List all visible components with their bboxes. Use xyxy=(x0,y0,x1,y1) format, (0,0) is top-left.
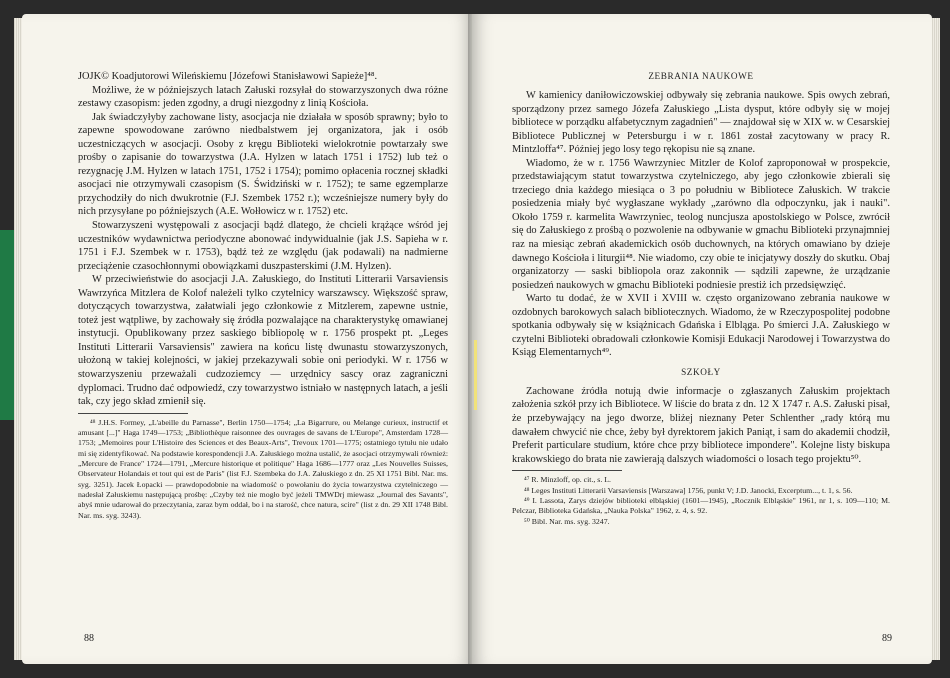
left-paragraph-4: Stowarzyszeni występowali z asocjacji bądź dlatego, że chcieli krążące wśród jej uczestników wydawnictwa periodyczne abonować indywidualnie (jak J.S. Sapieha w r. 1751 i F.J. Szembek w r. 1753), bądź też ze względu (jak podawali) na nadmierne przeciążenie czasochłonnymi obowiązkami duszpasterskimi (J.M. Hylzen). xyxy=(78,220,448,272)
right-footnote-49: ⁴⁹ I. Lassota, Zarys dziejów biblioteki elbląskiej (1601—1945), „Rocznik Elbląskie" 1961, nr 1, s. 109—110; M. Pelczar, Biblioteka Gdańska, „Nauka Polska" 1962, z. 4, s. 92. xyxy=(512,495,890,516)
left-paragraph-5: W przeciwieństwie do asocjacji J.A. Załuskiego, do Instituti Litterarii Varsaviensis Wawrzyńca Mitzlera de Kolof należeli tylko czytelnicy warszawscy. Większość spraw, dotyczących towarzystwa, załatwiali jego członkowie z Mitzlerem, zapewne ustnie, toteż jest wątpliwe, by zachowały się źródła pozwalające na charakterystykę omawianej instytucji. Opublikowany przez saskiego bibliopolę w r. 1756 prospekt pt. „Leges Instituti Litterarii Varsaviensis" zawiera na końcu listę dwunastu stowarzyszonych, ułożoną w takiej kolejności, w jakiej przekazywali sobie oni periodyki. W r. 1756 w stowarzyszeniu przeważali cudzoziemcy — urzędnicy sascy oraz zagraniczni dyplomaci. Trudno dać odpowiedź, czy towarzystwo istniało w następnych latach, a jeśli tak, czy jego skład zmienił się. xyxy=(78,274,448,408)
yellow-bookmark-strip xyxy=(474,340,477,410)
right-footnote-48: ⁴⁸ Leges Instituti Litterarii Varsaviensis [Warszawa] 1756, punkt V; J.D. Janocki, Excerptum..., t. 1, s. 56. xyxy=(524,485,853,495)
right-footnote-47: ⁴⁷ R. Minzloff, op. cit., s. L. xyxy=(524,475,611,485)
left-paragraph-1: JOJK© Koadjutorowi Wileńskiemu [Józefowi Stanisławowi Sapieże]⁴⁸. xyxy=(78,71,378,82)
right-page-number: 89 xyxy=(882,633,892,644)
right-paragraph-3: Warto tu dodać, że w XVII i XVIII w. często organizowano zebrania naukowe w ozdobnych barokowych salach bibliotecznych. Wiadomo, że w Rzeczypospolitej podobne spotkania odbywały się w książnicach Gdańska i Elbląga. Po śmierci J.A. Załuskiego w czytelni Biblioteki obradowali członkowie Komisji Edukacji Narodowej i Towarzystwa do Ksiąg Elementarnych⁴⁹. xyxy=(512,293,890,359)
right-paragraph-4: Zachowane źródła notują dwie informacje o zgłaszanych Załuskim projektach założenia szkół przy ich Bibliotece. W liście do brata z dn. 12 X 1747 r. A.S. Załuski pisał, że przebywający na jego dworze, bliżej nieznany Peter Schlenther „rady którą mu dawałem chwycić nie chce, żeby był dyrektorem jakich Paniąt, i sam do akademii chodził, Preferit particulare studium, które chce przy bibliotece impondere". Kolejne listy biskupa krakowskiego do brata nie zawierają dalszych wiadomości o losach tego projektu⁵⁰. xyxy=(512,385,890,465)
left-paragraph-3: Jak świadczyłyby zachowane listy, asocjacja nie działała w sposób sprawny; było to zapewne spowodowane zarówno niedbalstwem jej organizatora, jak i osób uczestniczących w asocjacji. Osoby z kręgu Biblioteki wielokrotnie powtarzały swe prośby o zapisanie do towarzystwa (J.A. Hylzen w latach 1751 i 1752) lub też o rezygnację J.M. Hylzen w latach 1751, 1752 i 1754); pomimo opłacenia rocznej składki asocjaci nie otrzymywali czasopism (S. Świdziński w r. 1752); te same egzemplarze przychodziły do nich dwukrotnie (F.J. Szembek 1752 r.); wcześniejsze numery były do nich przysyłane po późniejszych (A.E. Wołłowicz w r. 1752) etc. xyxy=(78,111,448,218)
left-paragraph-2: Możliwe, że w późniejszych latach Załuski rozsyłał do stowarzyszonych dwa różne zestawy czasopism: jeden zgodny, a drugi niezgodny z linią Kościoła. xyxy=(78,84,448,110)
right-footnote-rule xyxy=(512,470,622,471)
right-footnote-50: ⁵⁰ Bibl. Nar. ms. syg. 3247. xyxy=(524,516,610,526)
right-page-edges xyxy=(932,18,940,660)
right-paragraph-2: Wiadomo, że w r. 1756 Wawrzyniec Mitzler de Kolof zaproponował w prospekcie, przedstawiającym statut towarzystwa czytelniczego, aby jego członkowie zbierali się trzeciego dnia każdego miesiąca o 3 po południu w Bibliotece Załuskich. W trakcie posiedzenia miały być wygłaszane wykłady „zarówno dla odpoczynku, jak i nauki". Około 1759 r. karmelita Wawrzyniec, teolog nuncjusza apostolskiego w Polsce, zwrócił się do Załuskiego z prośbą o pozwolenie na odbywanie w gmachu Biblioteki przynajmniej raz na miesiąc zebrań akademickich osób duchownych, na których omawiano by dzieje dawnego Kościoła i liturgii⁴⁸. Nie wiadomo, czy obie te inicjatywy doszły do skutku. Obaj organizatorzy — saski bibliopola oraz zakonnik — sądzili zapewne, że urządzanie posiedzeń naukowych w gmachu Biblioteki podniesie prestiż ich przedsięwzięć. xyxy=(512,157,890,291)
left-text-column xyxy=(78,70,448,521)
green-background-edge xyxy=(0,230,14,420)
left-page-number: 88 xyxy=(84,633,94,644)
right-text-column xyxy=(512,70,890,527)
left-page-edges xyxy=(14,18,22,660)
left-footnote-rule xyxy=(78,413,188,414)
section-title-szkoly: SZKOŁY xyxy=(681,366,721,377)
left-page xyxy=(22,14,472,664)
left-footnote-46: ⁴⁸ J.H.S. Formey, „L'abeille du Parnasse", Berlin 1750—1754; „La Bigarrure, ou Melange curieux, instructif et amusant [...]" Haga 1749—1753; „Bibliothèque raisonnee des ouvrages de savans de L'Europe", Amsterdam 1728—1753; „Memoires pour L'Histoire des Sciences et des Beaux-Arts", Trevoux 1701—1775; ostatniego tytułu nie udało mi się zidentyfikować. Na podstawie korespondencji J.A. Załuskiego można ustalić, że asocjaci otrzymywali również: „Mercure de France" 1724—1791, „Mercure historique et politique" Haga 1686—1777 oraz „Les Nouvelles Suisses, Observateur Holandais et tout qui est de Paris" (list F.J. Szembeka do J.A. Załuskiego z dn. 25 XI 1751 Bibl. Nar. ms. syg. 3251). Jacek Łopacki — prawdopodobnie na wiadomość o powołaniu do życia towarzystwa czytelniczego — nadesłał Załuskiemu następującą prośbę: „Czyby też nie mogło być jeżeli TMWDrj miewasz „Journal des Savants", abyś mnie udarował do przeczytania, zaraz bym oddał, bo i na starość, chce natura, scire" (list z dn. 29 XII 1748 Bibl. Nar. ms. syg. 3243). xyxy=(78,417,448,520)
right-page xyxy=(472,14,932,664)
running-title: ZEBRANIA NAUKOWE xyxy=(648,71,754,81)
right-paragraph-1: W kamienicy daniłowiczowskiej odbywały się zebrania naukowe. Spis owych zebrań, sporządzony przez samego Józefa Załuskiego „Lista dysput, które odbyły się w mojej bibliotece w porządku alfabetycznym zagadnień" — znajdował się w XIX w. w Cesarskiej Bibliotece Publicznej w Petersburgu i w r. 1861 został zacytowany w pracy R. Mintzloffa⁴⁷. Później jego losy tego rękopisu nie są znane. xyxy=(512,90,890,156)
